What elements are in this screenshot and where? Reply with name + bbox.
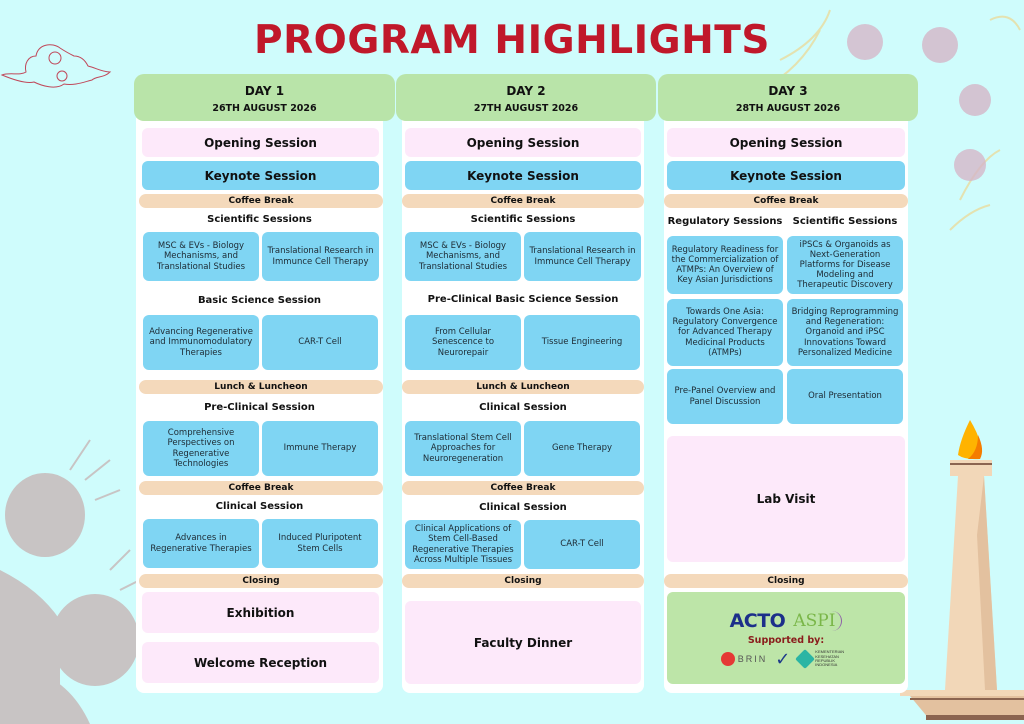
regulatory-session: Towards One Asia: Regulatory Convergence for Advanced Therapy Medicinal Products (ATMPs) (667, 299, 783, 366)
opening-session: Opening Session (405, 128, 641, 157)
day-3-schedule (664, 118, 908, 693)
lunch-break: Lunch & Luncheon (139, 380, 383, 394)
coffee-break: Coffee Break (402, 481, 644, 495)
day-date: 28TH AUGUST 2026 (735, 103, 841, 114)
badan-pom-logo-icon: ✓ (775, 649, 791, 669)
session-box: MSC & EVs - Biology Mechanisms, and Translational Studies (405, 232, 521, 281)
section-title: Clinical Session (479, 402, 567, 413)
regulatory-session: Regulatory Readiness for the Commercialization of ATMPs: An Overview of Key Asian Jurisdictions (667, 236, 783, 294)
section-title: Scientific Sessions (207, 214, 312, 225)
section-title: Pre-Clinical Session (204, 402, 315, 413)
opening-session: Opening Session (142, 128, 379, 157)
lab-visit: Lab Visit (667, 436, 905, 562)
session-box: Advances in Regenerative Therapies (143, 519, 259, 568)
brin-logo-icon (721, 652, 735, 666)
page-title: PROGRAM HIGHLIGHTS (254, 18, 770, 63)
kemenkes-logo-icon (795, 649, 815, 669)
day-date: 26TH AUGUST 2026 (212, 103, 317, 114)
keynote-session: Keynote Session (667, 161, 905, 190)
session-box: Advancing Regenerative and Immunomodulatory Therapies (143, 315, 259, 370)
keynote-session: Keynote Session (142, 161, 379, 190)
day-date: 27TH AUGUST 2026 (473, 103, 579, 114)
section-title: Basic Science Session (197, 295, 322, 306)
supported-by-label: Supported by: (747, 635, 825, 646)
session-box: Translational Research in Immunce Cell Therapy (262, 232, 379, 281)
brin-logo: BRIN (737, 654, 768, 664)
scientific-session: Oral Presentation (787, 369, 903, 424)
lunch-break: Lunch & Luncheon (402, 380, 644, 394)
batik-figure-ornament-icon (0, 420, 150, 724)
exhibition: Exhibition (142, 592, 379, 633)
session-box: From Cellular Senescence to Neurorepair (405, 315, 521, 370)
section-title-scientific: Scientific Sessions (792, 216, 898, 227)
section-title: Pre-Clinical Basic Science Session (427, 294, 619, 305)
session-box: MSC & EVs - Biology Mechanisms, and Translational Studies (143, 232, 259, 281)
monument-illustration-icon (890, 415, 1024, 724)
coffee-break: Coffee Break (139, 481, 383, 495)
section-title-regulatory: Regulatory Sessions (667, 216, 783, 227)
day-label: DAY 3 (768, 84, 808, 98)
coffee-break: Coffee Break (402, 194, 644, 208)
closing: Closing (139, 574, 383, 588)
day-3-header (658, 74, 918, 121)
closing: Closing (664, 574, 908, 588)
day-1-header (134, 74, 395, 121)
day-2-header (396, 74, 656, 121)
day-2-schedule (402, 118, 644, 693)
coffee-break: Coffee Break (664, 194, 908, 208)
welcome-reception: Welcome Reception (142, 642, 379, 683)
session-box: CAR-T Cell (524, 520, 640, 569)
aspi-logo: ASPI (793, 611, 842, 631)
session-box: CAR-T Cell (262, 315, 378, 370)
session-box: Clinical Applications of Stem Cell-Based Regenerative Therapies Across Multiple Tissues (405, 520, 521, 569)
session-box: Gene Therapy (524, 421, 640, 476)
session-box: Immune Therapy (262, 421, 378, 476)
day-label: DAY 2 (506, 84, 546, 98)
scientific-session: iPSCs & Organoids as Next-Generation Platforms for Disease Modeling and Therapeutic Discovery (787, 236, 903, 294)
regulatory-session: Pre-Panel Overview and Panel Discussion (667, 369, 783, 424)
faculty-dinner: Faculty Dinner (405, 601, 641, 684)
coffee-break: Coffee Break (139, 194, 383, 208)
section-title: Scientific Sessions (470, 214, 576, 225)
section-title: Clinical Session (215, 501, 304, 512)
day-label: DAY 1 (244, 84, 285, 98)
session-box: Translational Research in Immunce Cell Therapy (524, 232, 641, 281)
session-box: Comprehensive Perspectives on Regenerative Technologies (143, 421, 259, 476)
session-box: Induced Pluripotent Stem Cells (262, 519, 378, 568)
session-box: Translational Stem Cell Approaches for Neuroregeneration (405, 421, 521, 476)
sponsor-logos (667, 592, 905, 684)
opening-session: Opening Session (667, 128, 905, 157)
keynote-session: Keynote Session (405, 161, 641, 190)
acto-logo: ACTO (729, 610, 786, 632)
kemenkes-logo: KEMENTERIAN KESEHATAN REPUBLIK INDONESIA (815, 649, 845, 668)
closing: Closing (402, 574, 644, 588)
day-1-schedule (136, 118, 383, 693)
session-box: Tissue Engineering (524, 315, 640, 370)
scientific-session: Bridging Reprogramming and Regeneration: Organoid and iPSC Innovations Toward Personalized Medicine (787, 299, 903, 366)
section-title: Clinical Session (479, 502, 567, 513)
